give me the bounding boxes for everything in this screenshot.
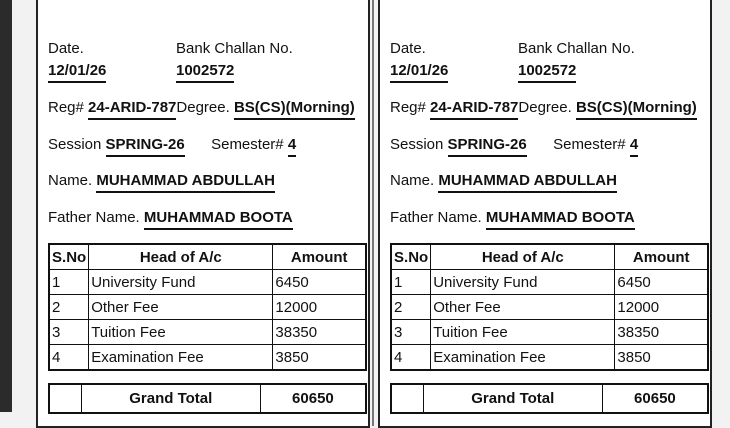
session-label: Session xyxy=(48,136,102,153)
col-header-sno: S.No xyxy=(391,244,431,270)
father-row xyxy=(48,209,293,226)
table-row xyxy=(49,270,366,295)
challan-copy-2 xyxy=(378,0,712,428)
table-row xyxy=(391,320,708,345)
cell-amount: 38350 xyxy=(615,320,708,345)
name-value: MUHAMMAD ABDULLAH xyxy=(438,172,617,193)
reg-value: 24-ARID-787 xyxy=(88,99,176,120)
grand-total-amount: 60650 xyxy=(602,384,708,413)
reg-label: Reg# xyxy=(390,99,426,116)
grand-total-label: Grand Total xyxy=(81,384,260,413)
bank-challan-label: Bank Challan No. xyxy=(176,40,293,57)
grand-total-table xyxy=(390,383,709,414)
grand-total-amount: 60650 xyxy=(260,384,366,413)
cell-head: Examination Fee xyxy=(89,345,273,371)
cell-head: University Fund xyxy=(431,270,615,295)
grand-total-blank xyxy=(391,384,423,413)
degree-value: BS(CS)(Morning) xyxy=(234,99,355,120)
degree-value: BS(CS)(Morning) xyxy=(576,99,697,120)
bank-challan-value: 1002572 xyxy=(176,62,234,83)
fee-table xyxy=(48,243,367,371)
session-label: Session xyxy=(390,136,444,153)
cell-amount: 6450 xyxy=(273,270,366,295)
table-row xyxy=(391,270,708,295)
fee-table-header xyxy=(49,244,366,270)
bank-challan-label: Bank Challan No. xyxy=(518,40,635,57)
cell-head: Other Fee xyxy=(89,295,273,320)
cell-sno: 3 xyxy=(391,320,431,345)
cell-amount: 3850 xyxy=(273,345,366,371)
cell-sno: 1 xyxy=(49,270,89,295)
date-label: Date. xyxy=(48,40,84,57)
fee-table xyxy=(390,243,709,371)
left-edge-strip xyxy=(0,0,12,412)
cell-sno: 1 xyxy=(391,270,431,295)
date-value: 12/01/26 xyxy=(390,62,448,83)
col-header-sno: S.No xyxy=(49,244,89,270)
col-header-amount: Amount xyxy=(615,244,708,270)
semester-label: Semester# xyxy=(553,136,626,153)
challan-copy-1 xyxy=(36,0,370,428)
father-value: MUHAMMAD BOOTA xyxy=(486,209,635,230)
date-label: Date. xyxy=(390,40,426,57)
cell-amount: 3850 xyxy=(615,345,708,371)
name-row xyxy=(390,172,617,189)
semester-value: 4 xyxy=(630,136,638,157)
grand-total-row xyxy=(49,384,366,413)
degree-label: Degree. xyxy=(518,99,572,116)
reg-degree-row xyxy=(48,99,355,116)
bank-challan-value: 1002572 xyxy=(518,62,576,83)
date-value: 12/01/26 xyxy=(48,62,106,83)
col-header-head: Head of A/c xyxy=(89,244,273,270)
fee-table-header xyxy=(391,244,708,270)
name-row xyxy=(48,172,275,189)
table-row xyxy=(391,345,708,371)
father-label: Father Name. xyxy=(48,209,140,226)
grand-total-row xyxy=(391,384,708,413)
father-value: MUHAMMAD BOOTA xyxy=(144,209,293,230)
cell-head: Examination Fee xyxy=(431,345,615,371)
session-value: SPRING-26 xyxy=(106,136,185,157)
name-value: MUHAMMAD ABDULLAH xyxy=(96,172,275,193)
cell-head: Tuition Fee xyxy=(89,320,273,345)
cell-sno: 2 xyxy=(49,295,89,320)
semester-value: 4 xyxy=(288,136,296,157)
cell-sno: 2 xyxy=(391,295,431,320)
session-row xyxy=(48,136,296,153)
father-row xyxy=(390,209,635,226)
semester-label: Semester# xyxy=(211,136,284,153)
name-label: Name. xyxy=(390,172,435,189)
grand-total-label: Grand Total xyxy=(423,384,602,413)
col-header-head: Head of A/c xyxy=(431,244,615,270)
cell-head: Other Fee xyxy=(431,295,615,320)
session-row xyxy=(390,136,638,153)
grand-total-blank xyxy=(49,384,81,413)
grand-total-table xyxy=(48,383,367,414)
name-label: Name. xyxy=(48,172,93,189)
reg-label: Reg# xyxy=(48,99,84,116)
cell-amount: 6450 xyxy=(615,270,708,295)
cell-amount: 38350 xyxy=(273,320,366,345)
table-row xyxy=(49,345,366,371)
session-value: SPRING-26 xyxy=(448,136,527,157)
col-header-amount: Amount xyxy=(273,244,366,270)
cell-amount: 12000 xyxy=(273,295,366,320)
degree-label: Degree. xyxy=(176,99,230,116)
reg-degree-row xyxy=(390,99,697,116)
reg-value: 24-ARID-787 xyxy=(430,99,518,120)
table-row xyxy=(49,320,366,345)
cell-sno: 4 xyxy=(391,345,431,371)
cell-sno: 4 xyxy=(49,345,89,371)
cell-sno: 3 xyxy=(49,320,89,345)
cell-amount: 12000 xyxy=(615,295,708,320)
table-row xyxy=(49,295,366,320)
father-label: Father Name. xyxy=(390,209,482,226)
cell-head: Tuition Fee xyxy=(431,320,615,345)
table-row xyxy=(391,295,708,320)
cell-head: University Fund xyxy=(89,270,273,295)
